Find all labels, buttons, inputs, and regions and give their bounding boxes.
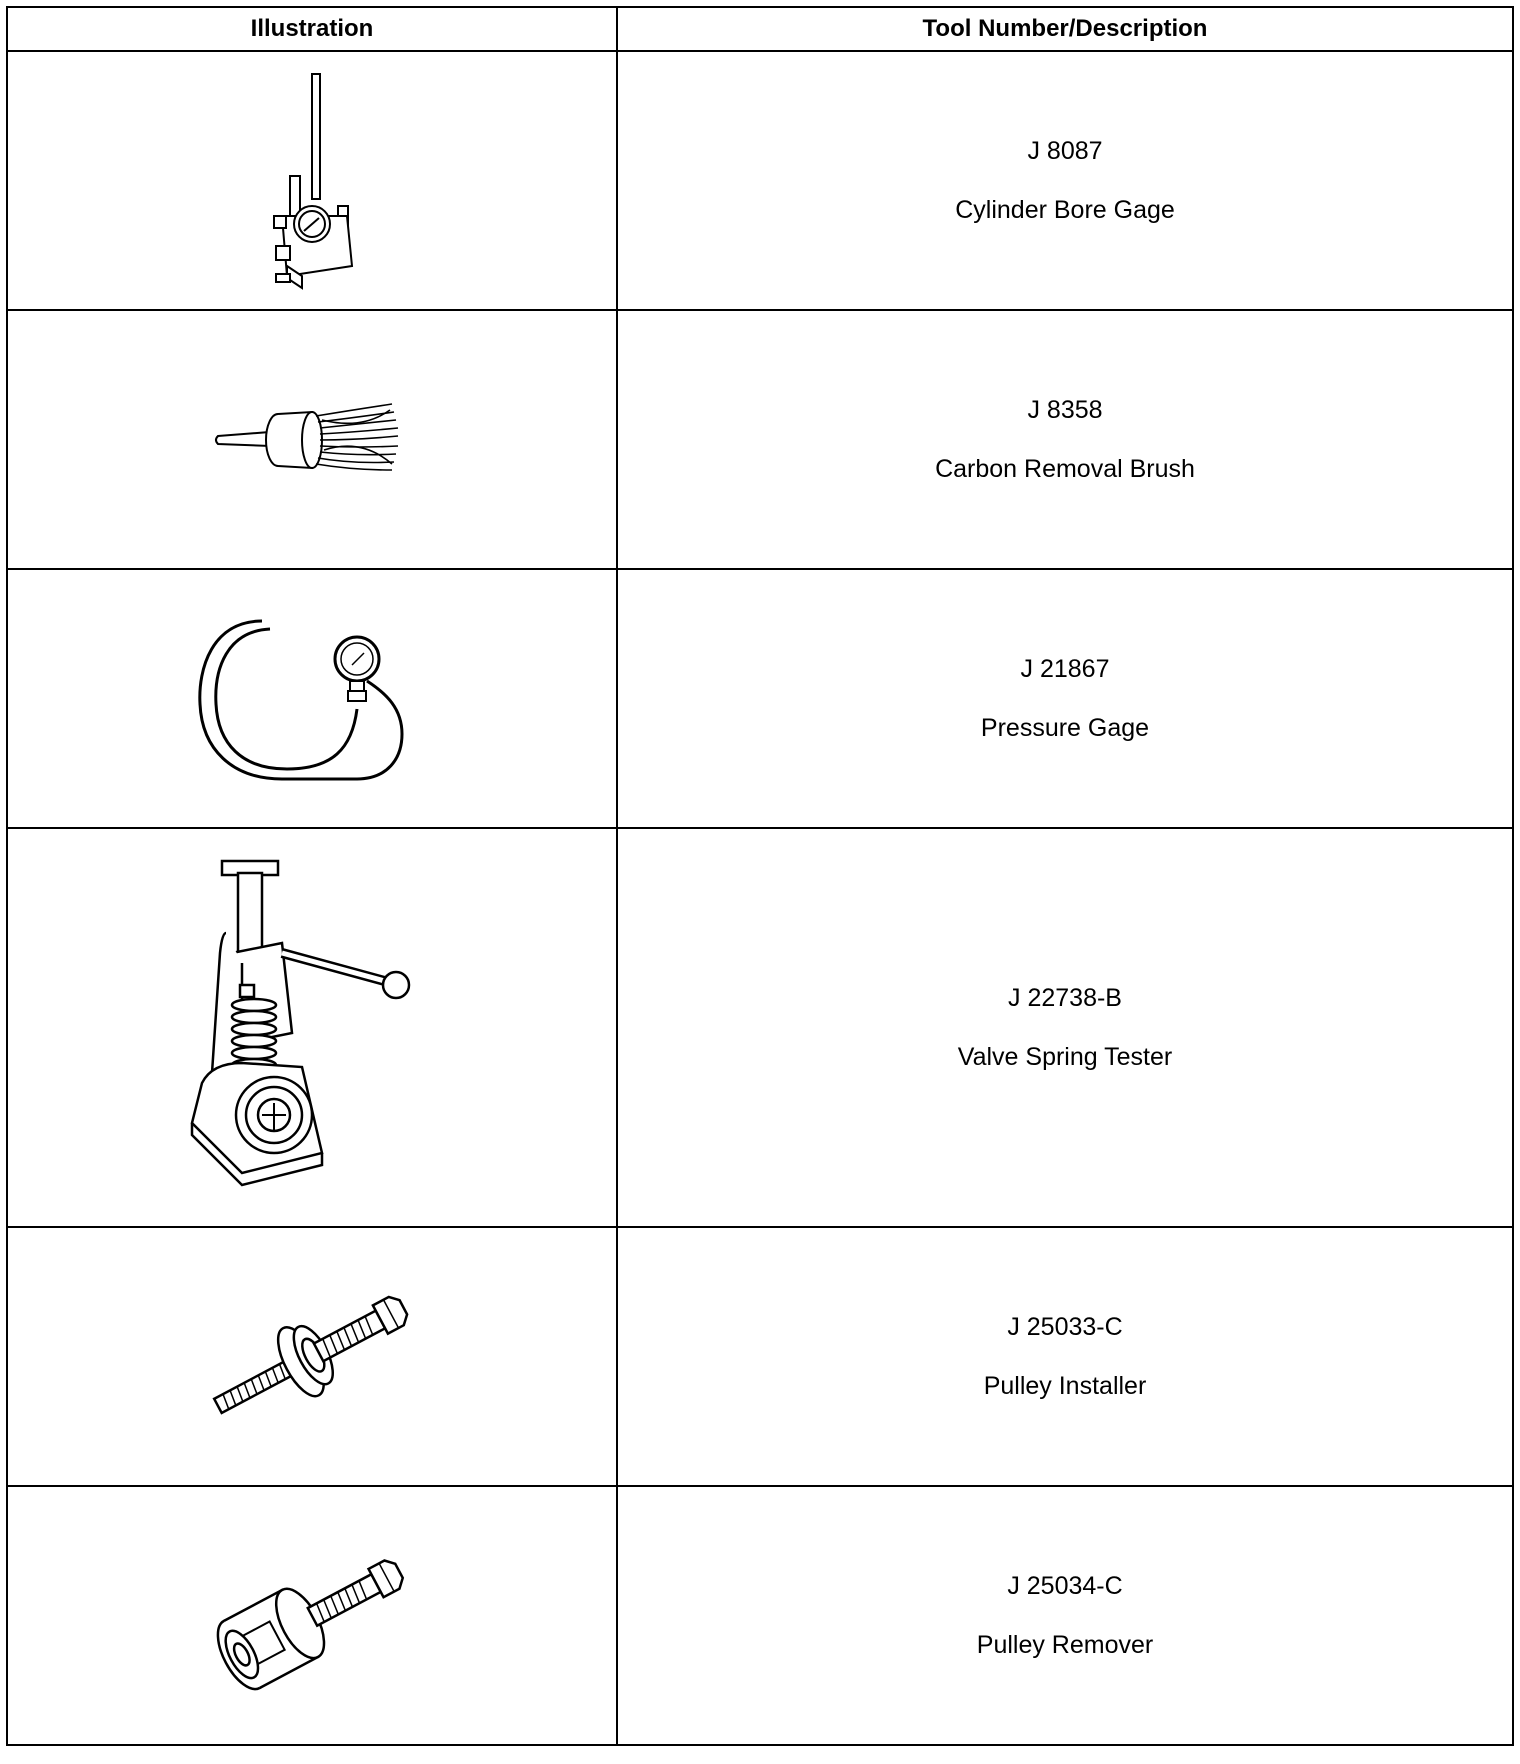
pressure-gage-icon [192, 609, 432, 789]
tool-number: J 25033-C [1007, 1312, 1123, 1341]
illustration-cell [7, 1486, 617, 1745]
table-row [7, 569, 1513, 828]
illustration-cell [7, 1227, 617, 1486]
description-cell [617, 828, 1513, 1227]
description-cell [617, 51, 1513, 310]
cylinder-bore-gage-icon [252, 66, 372, 296]
table-row [7, 1227, 1513, 1486]
illustration-cell [7, 310, 617, 569]
table-row [7, 310, 1513, 569]
special-tools-table [6, 6, 1514, 1746]
tool-description: Carbon Removal Brush [935, 454, 1195, 483]
illustration-cell [7, 569, 617, 828]
tool-description: Pulley Remover [976, 1630, 1154, 1659]
tool-description: Pulley Installer [983, 1371, 1147, 1400]
illustration-cell [7, 828, 617, 1227]
carbon-removal-brush-icon [212, 390, 412, 490]
table-row [7, 828, 1513, 1227]
pulley-installer-icon [202, 1282, 422, 1432]
description-cell [617, 569, 1513, 828]
tool-number: J 8358 [1027, 395, 1103, 424]
header-row [7, 7, 1513, 51]
pulley-remover-icon [202, 1541, 422, 1691]
description-cell [617, 1486, 1513, 1745]
illustration-cell [7, 51, 617, 310]
tool-description: Pressure Gage [980, 713, 1150, 742]
tool-number: J 21867 [1020, 654, 1110, 683]
tool-description: Cylinder Bore Gage [955, 195, 1175, 224]
description-cell [617, 310, 1513, 569]
table-row [7, 1486, 1513, 1745]
table-row [7, 51, 1513, 310]
tool-number: J 22738-B [1008, 983, 1122, 1012]
header-tool-number-description: Tool Number/Description [617, 7, 1513, 51]
valve-spring-tester-icon [182, 853, 442, 1203]
description-cell [617, 1227, 1513, 1486]
tool-number: J 25034-C [1007, 1571, 1123, 1600]
tool-number: J 8087 [1027, 136, 1103, 165]
header-illustration: Illustration [7, 7, 617, 51]
tool-description: Valve Spring Tester [957, 1042, 1173, 1071]
